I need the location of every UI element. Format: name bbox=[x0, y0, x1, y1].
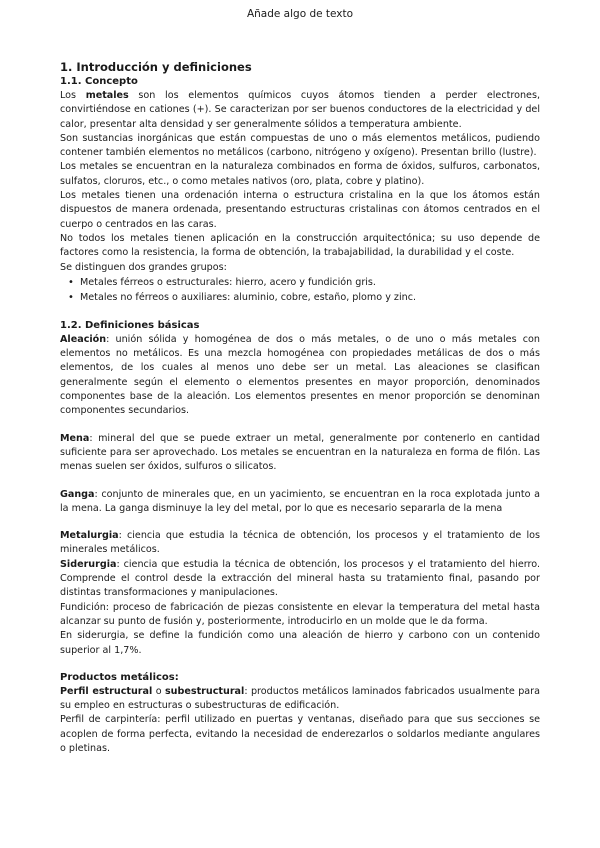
term-aleacion: Aleación bbox=[60, 333, 107, 345]
definition-aleacion bbox=[60, 333, 540, 419]
definition-perfil-carpinteria: Perfil de carpintería: perfil utilizado en puertas y ventanas, diseñado para que sus secciones se acoplen de forma perfecta, evitando la necesidad de enderezarlos o soldarlos mediante angulares o pletinas. bbox=[60, 714, 540, 754]
text-run: : mineral del que se puede extraer un metal, generalmente por contenerlo en cantidad suficiente para ser aprovechado. Los metales se encuentran en la naturaleza en forma de filón. Las menas suelen ser óxidos, sulfuros o silicatos. bbox=[60, 432, 540, 473]
concepto-paragraph-5: No todos los metales tienen aplicación en la construcción arquitectónica; su uso depende de factores como la resistencia, la forma de obtención, la trabajabilidad, la durabilidad y el coste. bbox=[60, 232, 540, 259]
term-ganga: Ganga bbox=[60, 488, 95, 500]
definition-fundicion: Fundición: proceso de fabricación de piezas consistente en elevar la temperatura del metal hasta alcanzar su punto de fusión y, posteriormente, introducirlo en un molde que le da forma. bbox=[60, 601, 540, 627]
list-item: • Metales no férreos o auxiliares: aluminio, cobre, estaño, plomo y zinc. bbox=[80, 290, 540, 305]
text-run: o bbox=[152, 685, 165, 697]
term-metalurgia: Metalurgia bbox=[60, 530, 119, 542]
productos-metalicos-title: Productos metálicos: bbox=[60, 671, 179, 683]
text-run: Los bbox=[60, 90, 86, 101]
definition-siderurgia bbox=[60, 558, 540, 601]
definition-fundicion-siderurgia: En siderurgia, se define la fundición como una aleación de hierro y carbono con un contenido superior al 1,7%. bbox=[60, 630, 540, 656]
concepto-paragraph-6: Se distinguen dos grandes grupos: bbox=[60, 261, 227, 273]
header-title: Añade algo de texto bbox=[246, 8, 354, 20]
metal-groups-list bbox=[60, 275, 540, 305]
term-metales: metales bbox=[85, 90, 129, 101]
concepto-paragraph-4: Los metales tienen una ordenación interna o estructura cristalina en la que los átomos están dispuestos de manera ordenada, presentando estructuras cristalinas con átomos centrados en el cuerpo o centrados en las caras. bbox=[60, 190, 540, 230]
definition-metalurgia bbox=[60, 529, 540, 558]
concepto-paragraph-1 bbox=[60, 89, 540, 132]
concepto-paragraph-2: Son sustancias inorgánicas que están compuestas de uno o más elementos metálicos, pudiendo contener también elementos no metálicos (carbono, nitrógeno y oxígeno). Presentan brillo (lustre). bbox=[60, 132, 540, 159]
list-item: • Metales férreos o estructurales: hierro, acero y fundición gris. bbox=[80, 275, 540, 290]
text-run: : unión sólida y homogénea de dos o más metales, o de uno o más metales con elementos no metálicos. Es una mezcla homogénea con propiedades metálicas de dos o más elementos, de los cuales al menos uno debe ser un metal. Las aleaciones se clasifican generalmente según el elemento o elementos presentes en mayor proporción, denominados componentes base de la aleación. Los elementos presentes en menor proporción se denominan componentes secundarios. bbox=[60, 333, 540, 417]
term-perfil-estructural: Perfil estructural bbox=[60, 685, 153, 697]
section-1-title: 1. Introducción y definiciones bbox=[60, 60, 252, 74]
text-run: : ciencia que estudia la técnica de obtención, los procesos y el tratamiento de los minerales metálicos. bbox=[60, 530, 540, 556]
text-run: son los elementos químicos cuyos átomos tienden a perder electrones, convirtiéndose en cationes (+). Se caracterizan por ser buenos conductores de la electricidad y del calor, presentar alta densidad y ser generalmente sólidos a temperatura ambiente. bbox=[60, 90, 541, 130]
concepto-paragraph-3: Los metales se encuentran en la naturaleza combinados en forma de óxidos, sulfuros, carbonatos, sulfatos, cloruros, etc., o como metales nativos (oro, plata, cobre y platino). bbox=[60, 161, 540, 187]
term-siderurgia: Siderurgia bbox=[60, 558, 117, 570]
text-run: : conjunto de minerales que, en un yacimiento, se encuentran en la roca explotada junto a la mena. La ganga disminuye la ley del metal, por lo que es necesario separarla de la mena bbox=[60, 488, 540, 514]
definition-mena bbox=[60, 432, 540, 475]
term-mena: Mena bbox=[60, 432, 90, 444]
definition-perfil-estructural bbox=[60, 685, 540, 714]
subsection-1-2-title: 1.2. Definiciones básicas bbox=[60, 319, 200, 331]
text-run: : productos metálicos laminados fabricados usualmente para su empleo en estructuras o subestructuras de edificación. bbox=[60, 685, 540, 712]
term-subestructural: subestructural bbox=[164, 685, 245, 697]
subsection-1-1-title: 1.1. Concepto bbox=[60, 76, 138, 87]
text-run: : ciencia que estudia la técnica de obtención, los procesos y el tratamiento del hierro. Comprende el control desde la extracción del mineral hasta su tratamiento final, pasando por distintas transformaciones y manipulaciones. bbox=[60, 558, 540, 599]
definition-ganga bbox=[60, 488, 540, 517]
